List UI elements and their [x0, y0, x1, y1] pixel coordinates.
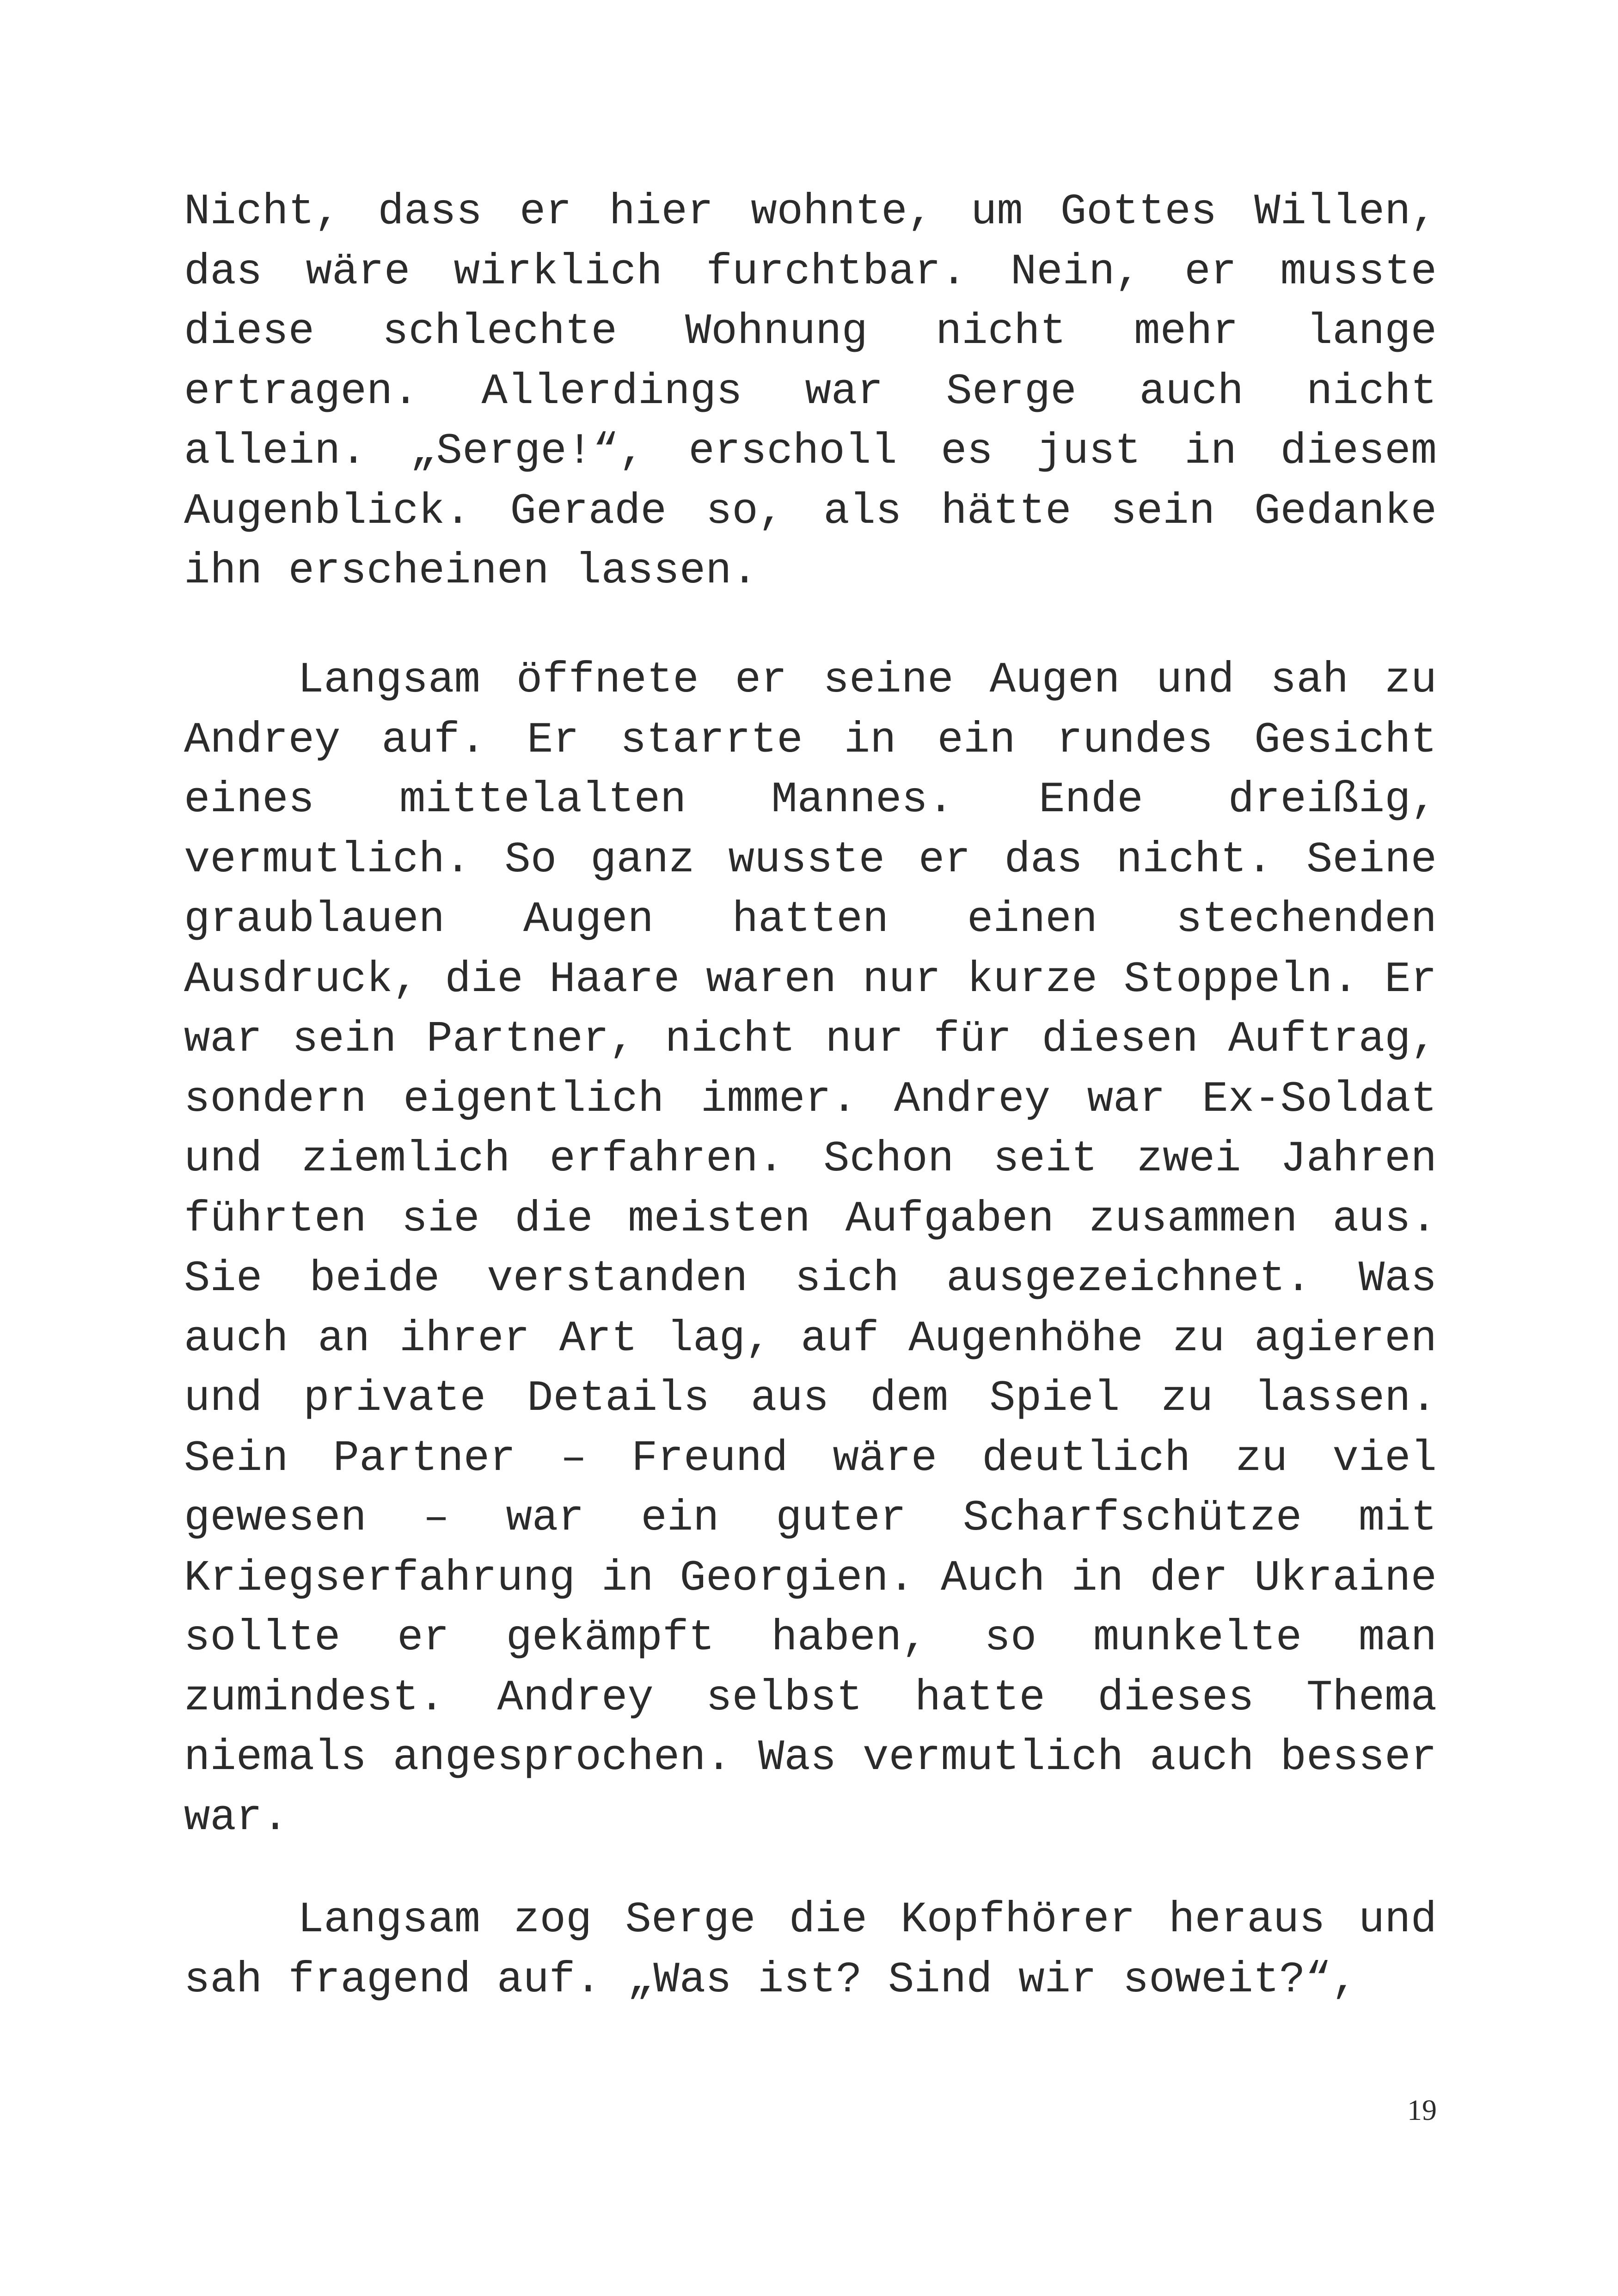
paragraph: Langsam zog Serge die Kopfhörer heraus und sah fragend auf. „Was ist? Sind wir soweit?“, [184, 1896, 1437, 2005]
paragraph: Nicht, dass er hier wohnte, um Gottes Willen, das wäre wirklich furchtbar. Nein, er musste diese schlechte Wohnung nicht mehr lange ertragen. Allerdings war Serge auch nicht allein. „Serge!“, erscholl es just in diesem Augenblick. Gerade so, als hätte sein Gedanke ihn erscheinen lassen. [184, 188, 1437, 596]
body-text-block-1 [184, 183, 1437, 602]
body-text-block-3 [184, 1891, 1437, 2010]
body-text-block-2 [184, 651, 1437, 1848]
page-number: 19 [1407, 2094, 1437, 2126]
paragraph: Langsam öffnete er seine Augen und sah zu Andrey auf. Er starrte in ein rundes Gesicht eines mittelalten Mannes. Ende dreißig, vermutlich. So ganz wusste er das nicht. Seine graublauen Augen hatten einen stechenden Ausdruck, die Haare waren nur kurze Stoppeln. Er war sein Partner, nicht nur für diesen Auftrag, sondern eigentlich immer. Andrey war Ex-Soldat und ziemlich erfahren. Schon seit zwei Jahren führten sie die meisten Aufgaben zusammen aus. Sie beide verstanden sich ausgezeichnet. Was auch an ihrer Art lag, auf Augenhöhe zu agieren und private Details aus dem Spiel zu lassen. Sein Partner – Freund wäre deutlich zu viel gewesen – war ein guter Scharfschütze mit Kriegserfahrung in Georgien. Auch in der Ukraine sollte er gekämpft haben, so munkelte man zumindest. Andrey selbst hatte dieses Thema niemals angesprochen. Was vermutlich auch besser war. [184, 656, 1437, 1843]
